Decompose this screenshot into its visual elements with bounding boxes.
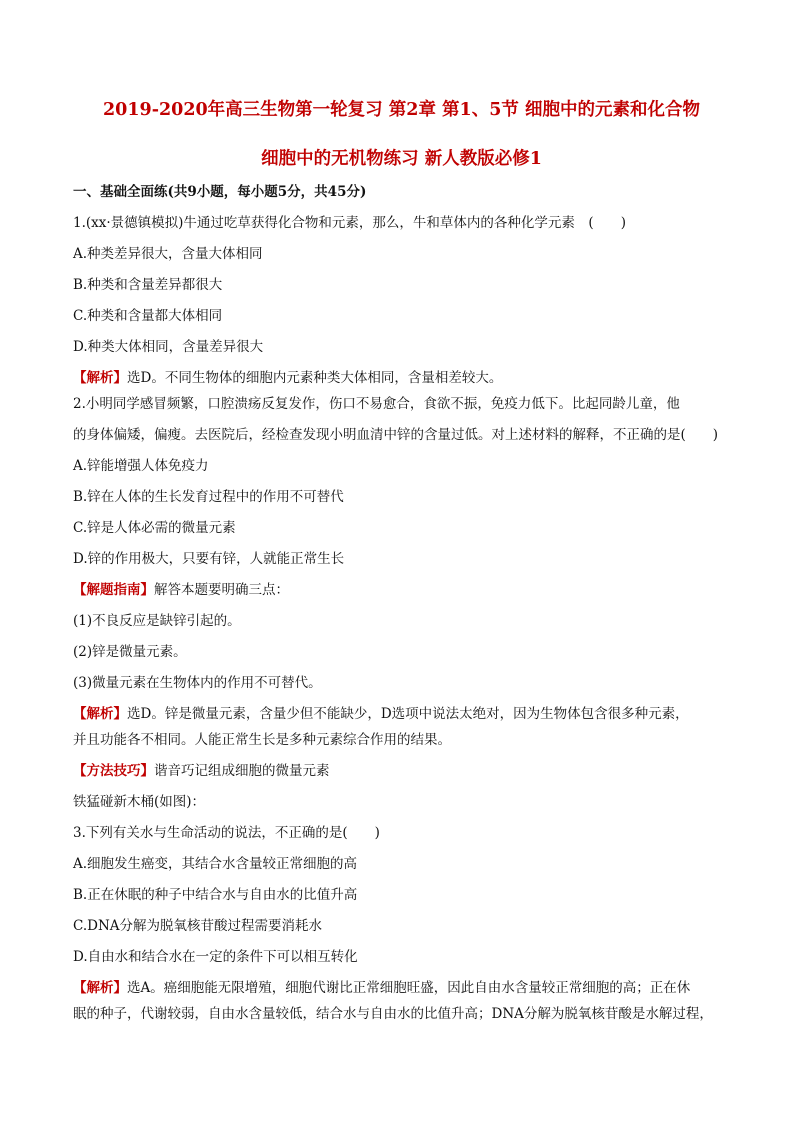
q3-option-d: D.自由水和结合水在一定的条件下可以相互转化 <box>73 949 358 965</box>
q3-analysis-text: 选A。癌细胞能无限增殖，细胞代谢比正常细胞旺盛，因此自由水含量较正常细胞的高；正在休 <box>127 980 691 996</box>
q3-stem: 3.下列有关水与生命活动的说法，不正确的是( ) <box>73 825 380 841</box>
q2-stem-line1: 2.小明同学感冒频繁，口腔溃疡反复发作，伤口不易愈合，食欲不振，免疫力低下。比起同龄儿童，他 <box>73 396 680 412</box>
doc-title-line2: 细胞中的无机物练习 新人教版必修1 <box>261 149 542 169</box>
q1-analysis-text: 选D。不同生物体的细胞内元素种类大体相同，含量相差较大。 <box>127 370 503 386</box>
q2-tip <box>73 761 730 781</box>
doc-title-line1: 2019-2020年高三生物第一轮复习 第2章 第1、5节 细胞中的元素和化合物 <box>103 100 700 120</box>
q2-option-a: A.锌能增强人体免疫力 <box>73 458 209 474</box>
q2-guide-point-1: (1)不良反应是缺锌引起的。 <box>73 613 241 629</box>
q2-option-d: D.锌的作用极大，只要有锌，人就能正常生长 <box>73 551 345 567</box>
tip-tag: 【方法技巧】 <box>73 763 154 779</box>
q2-analysis-line2: 并且功能各不相同。人能正常生长是多种元素综合作用的结果。 <box>73 732 451 748</box>
q2-option-b: B.锌在人体的生长发育过程中的作用不可替代 <box>73 489 344 505</box>
analysis-tag: 【解析】 <box>73 980 127 996</box>
section-heading: 一、基础全面练(共9小题，每小题5分，共45分) <box>73 184 367 200</box>
q2-guide <box>73 580 730 600</box>
q2-guide-point-2: (2)锌是微量元素。 <box>73 644 187 660</box>
q2-guide-text: 解答本题要明确三点： <box>154 582 289 598</box>
q2-analysis-text: 选D。锌是微量元素，含量少但不能缺少，D选项中说法太绝对，因为生物体包含很多种元素， <box>127 706 689 722</box>
q3-option-b: B.正在休眠的种子中结合水与自由水的比值升高 <box>73 887 358 903</box>
q1-option-a: A.种类差异很大，含量大体相同 <box>73 246 263 262</box>
q2-analysis-line1 <box>73 704 730 724</box>
analysis-tag: 【解析】 <box>73 370 127 386</box>
q1-option-c: C.种类和含量都大体相同 <box>73 308 223 324</box>
q3-option-c: C.DNA分解为脱氧核苷酸过程需要消耗水 <box>73 918 323 934</box>
q2-tip-line2: 铁猛碰新木桶(如图)： <box>73 794 206 810</box>
q3-analysis-line1 <box>73 978 730 998</box>
q1-option-d: D.种类大体相同，含量差异很大 <box>73 339 264 355</box>
q1-stem: 1.(xx·景德镇模拟)牛通过吃草获得化合物和元素，那么，牛和草体内的各种化学元素 ( ) <box>73 215 626 231</box>
q3-option-a: A.细胞发生癌变，其结合水含量较正常细胞的高 <box>73 856 358 872</box>
guide-tag: 【解题指南】 <box>73 582 154 598</box>
q2-guide-point-3: (3)微量元素在生物体内的作用不可替代。 <box>73 675 322 691</box>
q2-stem-line2: 的身体偏矮，偏瘦。去医院后，经检查发现小明血清中锌的含量过低。对上述材料的解释，不正确的是( ) <box>73 427 719 443</box>
q3-analysis-line2: 眠的种子，代谢较弱，自由水含量较低，结合水与自由水的比值升高；DNA分解为脱氧核苷酸是水解过程， <box>73 1006 713 1022</box>
q2-option-c: C.锌是人体必需的微量元素 <box>73 520 236 536</box>
q2-tip-text: 谐音巧记组成细胞的微量元素 <box>154 763 330 779</box>
q1-analysis <box>73 368 730 388</box>
q1-option-b: B.种类和含量差异都很大 <box>73 277 223 293</box>
analysis-tag: 【解析】 <box>73 706 127 722</box>
